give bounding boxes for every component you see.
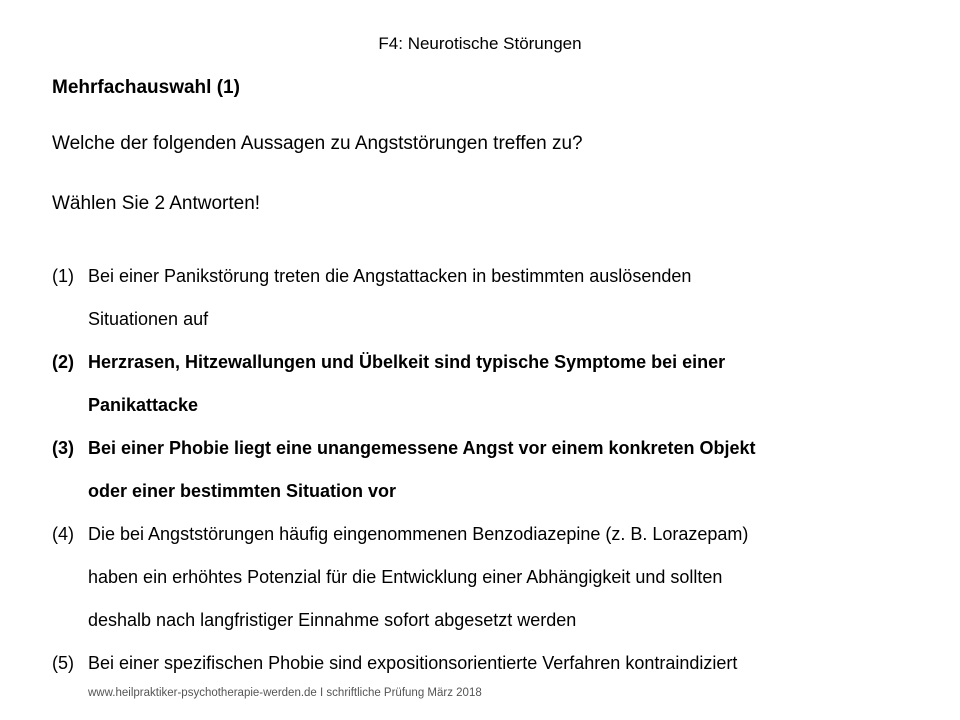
answer-number: (4) [52, 524, 74, 544]
answer-instruction: Wählen Sie 2 Antworten! [52, 193, 261, 214]
answer-line: Herzrasen, Hitzewallungen und Übelkeit sind typische Symptome bei einer [88, 352, 726, 372]
answer-line: Bei einer Panikstörung treten die Angstattacken in bestimmten auslösenden [88, 266, 692, 286]
answer-line: deshalb nach langfristiger Einnahme sofort abgesetzt werden [88, 610, 577, 630]
section-title: Mehrfachauswahl (1) [52, 77, 240, 98]
answer-line: Bei einer Phobie liegt eine unangemessene Angst vor einem konkreten Objekt [88, 438, 756, 458]
answer-option-3 [52, 427, 932, 513]
answer-line: Situationen auf [88, 309, 209, 329]
answer-list [52, 255, 932, 685]
answer-line: Die bei Angststörungen häufig eingenommenen Benzodiazepine (z. B. Lorazepam) [88, 524, 749, 544]
footer-source: www.heilpraktiker-psychotherapie-werden.de I schriftliche Prüfung März 2018 [88, 687, 482, 699]
question-text: Welche der folgenden Aussagen zu Angststörungen treffen zu? [52, 133, 583, 154]
answer-option-4 [52, 513, 932, 642]
answer-number: (3) [52, 438, 74, 458]
answer-option-5 [52, 642, 932, 685]
answer-line: haben ein erhöhtes Potenzial für die Entwicklung einer Abhängigkeit und sollten [88, 567, 723, 587]
answer-number: (5) [52, 653, 74, 673]
answer-option-2 [52, 341, 932, 427]
answer-option-1 [52, 255, 932, 341]
answer-number: (2) [52, 352, 74, 372]
answer-line: Bei einer spezifischen Phobie sind expositionsorientierte Verfahren kontraindiziert [88, 653, 738, 673]
answer-line: Panikattacke [88, 395, 199, 415]
answer-line: oder einer bestimmten Situation vor [88, 481, 397, 501]
slide-header: F4: Neurotische Störungen [378, 34, 582, 53]
answer-number: (1) [52, 266, 74, 286]
